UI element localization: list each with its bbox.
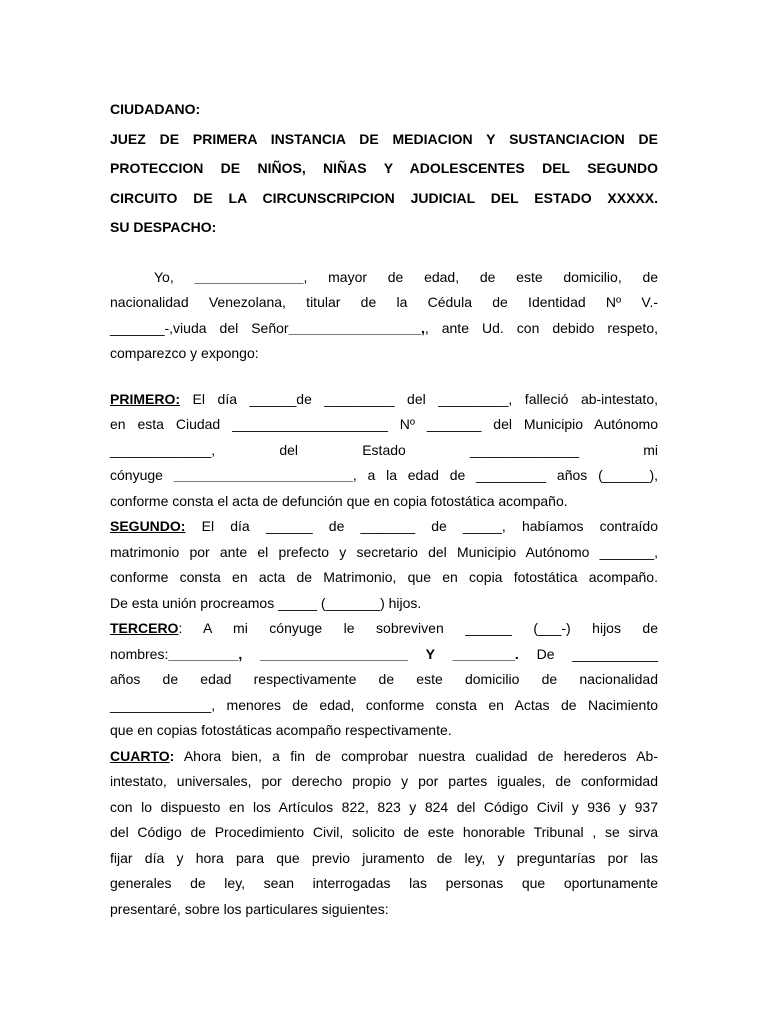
intro-paragraph: [110, 265, 658, 367]
cuarto-colon: :: [169, 747, 175, 764]
tercero-text: nombres:: [110, 645, 169, 662]
primero-line-3: _____________, del Estado ______________ mi: [110, 441, 658, 458]
tercero-text: : A mi cónyuge le sobreviven ______ (___-) hijos de: [178, 620, 658, 636]
segundo-line-3: conforme consta en acta de Matrimonio, que en copia fotostática acompaño.: [110, 569, 658, 585]
cuarto-label: CUARTO: [110, 747, 170, 764]
cuarto-line-2: intestato, universales, por derecho propio y por partes iguales, de conformidad: [110, 773, 658, 789]
husband-name-blank: _________________,: [288, 319, 425, 336]
addressee-line: CIUDADANO:: [110, 101, 201, 117]
primero-line-4: [110, 463, 658, 489]
su-despacho-line: SU DESPACHO:: [110, 219, 217, 235]
segundo-paragraph: [110, 514, 658, 616]
tercero-line-1: [110, 616, 658, 642]
primero-text: , a la edad de _________ años (______),: [352, 467, 658, 483]
tercero-label: TERCERO: [110, 620, 179, 636]
primero-paragraph: [110, 387, 658, 515]
segundo-label: SEGUNDO:: [110, 518, 186, 534]
intro-text: , mayor de edad, de este domicilio, de: [303, 268, 659, 285]
primero-label: PRIMERO:: [110, 390, 180, 407]
intro-text: _______-,viuda del Señor: [110, 319, 289, 336]
segundo-text: El día ______ de _______ de _____, habíamos contraído: [185, 518, 658, 534]
intro-line-1: [110, 265, 658, 291]
cuarto-paragraph: [110, 744, 658, 923]
court-line-1: JUEZ DE PRIMERA INSTANCIA DE MEDIACION Y SUSTANCIACION DE: [110, 130, 658, 147]
segundo-line-2: matrimonio por ante el prefecto y secretario del Municipio Autónomo _______,: [110, 543, 658, 560]
name-blank: ______________: [194, 268, 304, 285]
segundo-line-4: De esta unión procreamos _____ (_______) hijos.: [110, 594, 422, 611]
cuarto-line-4: del Código de Procedimiento Civil, solicito de este honorable Tribunal , se sirva: [110, 824, 658, 840]
children-names-blanks: _________, ___________________ Y ________.: [168, 645, 519, 662]
intro-text: , ante Ud. con debido respeto,: [424, 319, 658, 336]
intro-text: Yo,: [154, 268, 174, 285]
tercero-text: De ___________: [518, 645, 658, 662]
cuarto-line-3: con lo dispuesto en los Artículos 822, 823 y 824 del Código Civil y 936 y 937: [110, 798, 658, 815]
document-page: [110, 95, 658, 922]
primero-line-1: [110, 387, 658, 413]
addressee-block: [110, 95, 658, 243]
intro-line-4: comparezco y expongo:: [110, 345, 259, 361]
cuarto-line-7: presentaré, sobre los particulares siguientes:: [110, 900, 389, 917]
tercero-paragraph: [110, 616, 658, 744]
tercero-line-4: _____________, menores de edad, conforme consta en Actas de Nacimiento: [110, 696, 658, 713]
spacer: [110, 243, 658, 265]
primero-line-2: en esta Ciudad ____________________ Nº _______ del Municipio Autónomo: [110, 416, 658, 432]
primero-text: cónyuge: [110, 467, 163, 483]
cuarto-text: Ahora bien, a fin de comprobar nuestra cualidad de herederos Ab-: [174, 747, 658, 764]
segundo-line-1: [110, 514, 658, 540]
tercero-line-5: que en copias fotostáticas acompaño respectivamente.: [110, 722, 452, 738]
tercero-line-3: años de edad respectivamente de este domicilio de nacionalidad: [110, 671, 658, 687]
spouse-name-blank: _______________________: [173, 467, 353, 483]
primero-line-5: conforme consta el acta de defunción que en copia fotostática acompaño.: [110, 492, 568, 509]
primero-text: El día ______de _________ del _________, falleció ab-intestato,: [180, 390, 658, 407]
spacer: [110, 367, 658, 387]
tercero-line-2: [110, 642, 658, 668]
court-line-2: PROTECCION DE NIÑOS, NIÑAS Y ADOLESCENTES DEL SEGUNDO: [110, 160, 658, 176]
intro-line-3: [110, 316, 658, 342]
cuarto-line-6: generales de ley, sean interrogadas las personas que oportunamente: [110, 875, 658, 891]
intro-line-2: nacionalidad Venezolana, titular de la Cédula de Identidad Nº V.-: [110, 294, 658, 310]
cuarto-line-1: [110, 744, 658, 770]
court-line-3: CIRCUITO DE LA CIRCUNSCRIPCION JUDICIAL DEL ESTADO XXXXX.: [110, 189, 658, 206]
cuarto-line-5: fijar día y hora para que previo juramento de ley, y preguntarías por las: [110, 849, 658, 866]
